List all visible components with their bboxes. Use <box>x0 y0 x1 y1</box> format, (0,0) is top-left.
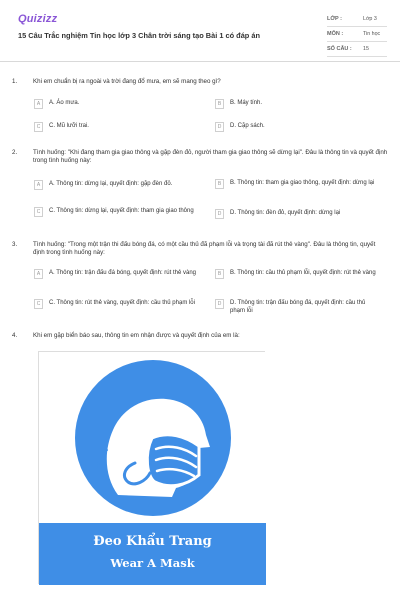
question-text: Khi em chuẩn bị ra ngoài và trời đang đổ mưa, em sẽ mang theo gì? <box>33 78 221 85</box>
question-2 <box>12 149 388 231</box>
question-3 <box>12 241 388 319</box>
meta-row-class <box>327 12 387 27</box>
option-text: C. Mũ lưỡi trai. <box>49 123 89 129</box>
meta-value: 15 <box>363 46 369 52</box>
question-4 <box>12 332 388 346</box>
question-text: Khi em gặp biển báo sau, thông tin em nhận được và quyết định của em là: <box>33 332 240 339</box>
option-text: D. Thông tin: đèn đỏ, quyết định: dừng lại <box>230 210 341 216</box>
option-letter: B <box>215 269 224 279</box>
option-letter: A <box>34 180 43 190</box>
option-text: A. Thông tin: dừng lại, quyết định: gặp đèn đỏ. <box>49 181 173 187</box>
option-text: B. Thông tin: tham gia giao thông, quyết định: dừng lại <box>230 180 375 186</box>
worksheet-header <box>0 0 400 62</box>
meta-label: LỚP : <box>327 16 342 22</box>
option-letter: A <box>34 269 43 279</box>
option-text: C. Thông tin: dừng lại, quyết định: tham gia giao thông <box>49 208 194 214</box>
question-text: Tình huống: "Khi đang tham gia giao thông và gặp đèn đỏ, người tham gia giao thông sẽ dừng lại". Đâu là thông tin và quyết định trong tình huống này: <box>33 149 388 165</box>
option-letter: D <box>215 299 224 309</box>
meta-label: MÔN : <box>327 31 344 37</box>
meta-value: Lớp 3 <box>363 16 377 22</box>
sign-caption-english: Wear A Mask <box>110 556 195 570</box>
worksheet-title: 15 Câu Trắc nghiệm Tin học lớp 3 Chân trời sáng tạo Bài 1 có đáp án <box>18 31 260 40</box>
meta-value: Tin học <box>363 31 381 37</box>
question-number: 4. <box>12 332 18 339</box>
question-1 <box>12 78 388 140</box>
option-text: A. Thông tin: trận đấu đá bóng, quyết định: rút thẻ vàng <box>49 270 196 276</box>
option-text: A. Áo mưa. <box>49 100 80 106</box>
page-edge <box>0 594 400 600</box>
option-text: B. Máy tính. <box>230 100 263 106</box>
option-letter: D <box>215 122 224 132</box>
option-letter: B <box>215 99 224 109</box>
option-letter: C <box>34 207 43 217</box>
question-number: 2. <box>12 149 18 156</box>
face-mask-icon <box>39 352 266 523</box>
worksheet-meta <box>327 12 387 57</box>
option-text: C. Thông tin: rút thẻ vàng, quyết định: cầu thủ phạm lỗi <box>49 300 195 306</box>
wear-mask-sign <box>38 351 265 584</box>
option-letter: C <box>34 122 43 132</box>
option-text: D. Thông tin: trận đấu bóng đá, quyết định: cầu thủ phạm lỗi <box>230 300 366 315</box>
option-text: B. Thông tin: cầu thủ phạm lỗi, quyết định: rút thẻ vàng <box>230 270 376 276</box>
meta-row-count <box>327 42 387 57</box>
quizizz-logo: Quizizz <box>18 13 58 25</box>
option-text: D. Cặp sách. <box>230 123 265 129</box>
sign-caption-band <box>39 523 266 585</box>
option-letter: C <box>34 299 43 309</box>
question-text: Tình huống: "Trong một trận thi đấu bóng đá, có một cầu thủ đã phạm lỗi và trọng tài đã rút thẻ vàng". Đâu là thông tin, quyết định trong tình huống này: <box>33 241 376 257</box>
meta-row-subject <box>327 27 387 42</box>
question-number: 1. <box>12 78 18 85</box>
meta-label: SỐ CÂU : <box>327 46 352 52</box>
sign-caption-vietnamese: Đeo Khẩu Trang <box>93 534 212 549</box>
option-letter: A <box>34 99 43 109</box>
question-number: 3. <box>12 241 18 248</box>
option-letter: D <box>215 209 224 219</box>
option-letter: B <box>215 179 224 189</box>
